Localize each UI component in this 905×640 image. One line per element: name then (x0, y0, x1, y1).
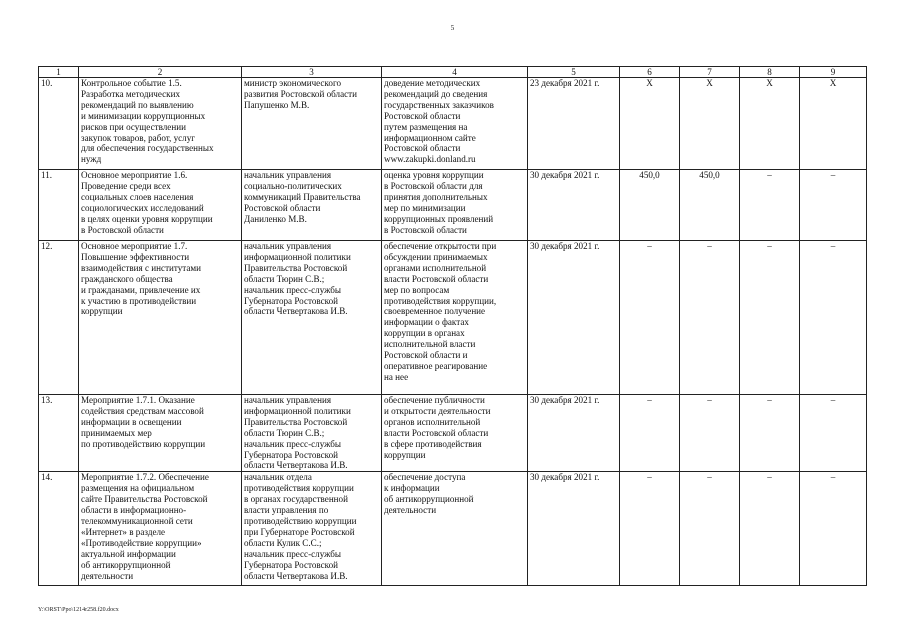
event-name-line: размещения на официальном (81, 483, 195, 494)
expected-result-line: своевременное получение (384, 306, 486, 317)
event-name-line: «Противодействие коррупции» (81, 537, 202, 548)
funding-source-9: – (800, 170, 867, 241)
funding-source-8: Х (740, 78, 800, 170)
expected-result-line: органов исполнительной (384, 416, 481, 427)
event-name-line: актуальной информации (81, 548, 176, 559)
event-name-line: и минимизации коррупционных (81, 110, 206, 121)
event-name-line: Разработка методических (81, 88, 181, 99)
responsible-executor (242, 472, 382, 586)
expected-result-line: оценка уровня коррупции (384, 170, 484, 180)
event-name-line: содействия средствам массовой (81, 405, 204, 416)
responsible-executor-line: начальник управления (244, 170, 331, 180)
funding-total: – (620, 241, 680, 395)
expected-result-line: обеспечение публичности (384, 395, 485, 405)
expected-result (382, 472, 528, 586)
expected-result-line: рекомендаций до сведения (384, 88, 488, 99)
responsible-executor (242, 170, 382, 241)
event-name (79, 395, 242, 472)
responsible-executor (242, 395, 382, 472)
expected-result-line: государственных заказчиков (384, 99, 494, 110)
funding-source-8: – (740, 170, 800, 241)
column-number: 3 (242, 67, 382, 78)
event-name-line: об антикоррупционной (81, 559, 171, 570)
expected-result-line: органами исполнительной (384, 262, 487, 273)
event-name-line: в Ростовской области (81, 224, 164, 235)
funding-source-7: – (680, 241, 740, 395)
column-number: 8 (740, 67, 800, 78)
expected-result-line: противодействия коррупции, (384, 295, 497, 306)
expected-result-line: коррупции в органах (384, 328, 465, 339)
responsible-executor-line: в органах государственной (244, 494, 348, 505)
deadline-date: 30 декабря 2021 г. (528, 170, 620, 241)
funding-source-8: – (740, 472, 800, 586)
item-number: 13. (39, 395, 79, 472)
expected-result (382, 78, 528, 170)
expected-result-line: принятия дополнительных (384, 191, 488, 202)
event-name (79, 241, 242, 395)
responsible-executor-line: области Тюрин С.В.; (244, 273, 325, 284)
responsible-executor-line: министр экономического (244, 78, 341, 88)
event-name-line: в целях оценки уровня коррупции (81, 213, 213, 224)
expected-result-line: доведение методических (384, 78, 481, 88)
event-name-line: гражданского общества (81, 273, 173, 284)
responsible-executor-line: социально-политических (244, 180, 342, 191)
expected-result (382, 395, 528, 472)
column-number: 5 (528, 67, 620, 78)
responsible-executor-line: Папушенко М.В. (244, 99, 310, 110)
responsible-executor-line: начальник пресс-службы (244, 438, 342, 449)
table-row (39, 170, 867, 241)
event-name-line: и гражданами, привлечение их (81, 284, 201, 295)
event-name-line: деятельности (81, 570, 134, 581)
expected-result-line: Ростовской области (384, 143, 461, 154)
responsible-executor-line: информационной политики (244, 251, 351, 262)
funding-source-7: – (680, 395, 740, 472)
funding-source-9: – (800, 472, 867, 586)
funding-source-7: – (680, 472, 740, 586)
table-row (39, 472, 867, 586)
expected-result-line: Ростовской области (384, 110, 461, 121)
responsible-executor-line: противодействию коррупции (244, 515, 357, 526)
column-number-row (39, 67, 867, 78)
event-name-line: к участию в противодействии (81, 295, 197, 306)
responsible-executor-line: противодействия коррупции (244, 483, 354, 494)
responsible-executor-line: начальник пресс-службы (244, 284, 342, 295)
expected-result-line: об антикоррупционной (384, 494, 474, 505)
event-name (79, 170, 242, 241)
funding-source-9: Х (800, 78, 867, 170)
event-name-line: области в информационно- (81, 505, 187, 516)
event-name-line: по противодействию коррупции (81, 438, 206, 449)
deadline-date: 30 декабря 2021 г. (528, 395, 620, 472)
deadline-date: 30 декабря 2021 г. (528, 472, 620, 586)
responsible-executor-line: развития Ростовской области (244, 88, 357, 99)
event-name-line: Проведение среди всех (81, 180, 171, 191)
responsible-executor-line: власти управления по (244, 505, 329, 516)
event-name-line: для обеспечения государственных (81, 143, 214, 154)
responsible-executor-line: Ростовской области (244, 202, 321, 213)
event-name-line: коррупции (81, 306, 123, 317)
responsible-executor-line: области Четвертакова И.В. (244, 460, 348, 471)
expected-result-line: исполнительной власти (384, 339, 476, 350)
expected-result-line: в сфере противодействия (384, 438, 482, 449)
event-name-line: социологических исследований (81, 202, 204, 213)
event-name-line: информации в освещении (81, 416, 182, 427)
expected-result-line: мер по минимизации (384, 202, 466, 213)
responsible-executor-line: Губернатора Ростовской (244, 449, 339, 460)
plan-table (38, 66, 867, 586)
item-number: 14. (39, 472, 79, 586)
deadline-date: 23 декабря 2021 г. (528, 78, 620, 170)
funding-source-8: – (740, 395, 800, 472)
column-number: 7 (680, 67, 740, 78)
expected-result-line: Ростовской области и (384, 350, 468, 361)
expected-result-line: и открытости деятельности (384, 405, 491, 416)
expected-result-line: информации о фактах (384, 317, 469, 328)
item-number: 11. (39, 170, 79, 241)
expected-result (382, 170, 528, 241)
event-name-line: рекомендаций по выявлению (81, 99, 194, 110)
event-name-line: сайте Правительства Ростовской (81, 494, 208, 505)
funding-total: Х (620, 78, 680, 170)
responsible-executor-line: информационной политики (244, 405, 351, 416)
funding-source-9: – (800, 395, 867, 472)
expected-result (382, 241, 528, 395)
expected-result-line: информационном сайте (384, 132, 476, 143)
deadline-date: 30 декабря 2021 г. (528, 241, 620, 395)
document-file-path: Y:\ORST\Ppo\1214r258.f20.docx (38, 607, 119, 613)
expected-result-line: путем размещения на (384, 121, 468, 132)
event-name-line: Мероприятие 1.7.1. Оказание (81, 395, 195, 405)
expected-result-line: обеспечение доступа (384, 472, 466, 483)
column-number: 1 (39, 67, 79, 78)
funding-source-8: – (740, 241, 800, 395)
event-name-line: Контрольное событие 1.5. (81, 78, 182, 88)
funding-total: – (620, 472, 680, 586)
event-name-line: рисков при осуществлении (81, 121, 186, 132)
responsible-executor-line: начальник отдела (244, 472, 312, 483)
responsible-executor-line: коммуникаций Правительства (244, 191, 361, 202)
event-name-line: взаимодействия с институтами (81, 262, 202, 273)
page-number: 5 (450, 24, 455, 32)
event-name-line: Основное мероприятие 1.6. (81, 170, 188, 180)
responsible-executor-line: области Четвертакова И.В. (244, 306, 348, 317)
expected-result-line: коррупции (384, 449, 426, 460)
expected-result-line: оперативное реагирование (384, 360, 488, 371)
event-name-line: Мероприятие 1.7.2. Обеспечение (81, 472, 209, 483)
event-name-line: «Интернет» в разделе (81, 526, 166, 537)
column-number: 4 (382, 67, 528, 78)
column-number: 6 (620, 67, 680, 78)
event-name-line: принимаемых мер (81, 427, 152, 438)
expected-result-line: власти Ростовской области (384, 427, 489, 438)
event-name (79, 78, 242, 170)
expected-result-line: к информации (384, 483, 440, 494)
responsible-executor-line: Губернатора Ростовской (244, 295, 339, 306)
responsible-executor-line: начальник управления (244, 395, 331, 405)
table-row (39, 78, 867, 170)
responsible-executor-line: области Кулик С.С.; (244, 537, 322, 548)
expected-result-line: деятельности (384, 505, 437, 516)
event-name (79, 472, 242, 586)
responsible-executor-line: области Тюрин С.В.; (244, 427, 325, 438)
expected-result-line: www.zakupki.donland.ru (384, 154, 476, 165)
responsible-executor (242, 241, 382, 395)
item-number: 12. (39, 241, 79, 395)
table-row (39, 241, 867, 395)
expected-result-line: власти Ростовской области (384, 273, 489, 284)
funding-source-7: Х (680, 78, 740, 170)
responsible-executor-line: Правительства Ростовской (244, 416, 348, 427)
responsible-executor-line: Даниленко М.В. (244, 213, 307, 224)
responsible-executor-line: при Губернаторе Ростовской (244, 526, 355, 537)
funding-total: 450,0 (620, 170, 680, 241)
expected-result-line: обсуждении принимаемых (384, 251, 488, 262)
event-name-line: нужд (81, 154, 102, 165)
funding-source-7: 450,0 (680, 170, 740, 241)
item-number: 10. (39, 78, 79, 170)
expected-result-line: обеспечение открытости при (384, 241, 497, 251)
responsible-executor-line: области Четвертакова И.В. (244, 570, 348, 581)
responsible-executor-line: Правительства Ростовской (244, 262, 348, 273)
column-number: 9 (800, 67, 867, 78)
funding-source-9: – (800, 241, 867, 395)
expected-result-line: в Ростовской области (384, 224, 467, 235)
event-name-line: Повышение эффективности (81, 251, 190, 262)
event-name-line: закупок товаров, работ, услуг (81, 132, 195, 143)
responsible-executor-line: начальник пресс-службы (244, 548, 342, 559)
expected-result-line: коррупционных проявлений (384, 213, 494, 224)
expected-result-line: на нее (384, 371, 409, 382)
event-name-line: Основное мероприятие 1.7. (81, 241, 188, 251)
responsible-executor-line: начальник управления (244, 241, 331, 251)
expected-result-line: мер по вопросам (384, 284, 450, 295)
event-name-line: социальных слоев населения (81, 191, 194, 202)
event-name-line: телекоммуникационной сети (81, 515, 193, 526)
responsible-executor-line: Губернатора Ростовской (244, 559, 339, 570)
funding-total: – (620, 395, 680, 472)
column-number: 2 (79, 67, 242, 78)
responsible-executor (242, 78, 382, 170)
table-row (39, 395, 867, 472)
expected-result-line: в Ростовской области для (384, 180, 483, 191)
